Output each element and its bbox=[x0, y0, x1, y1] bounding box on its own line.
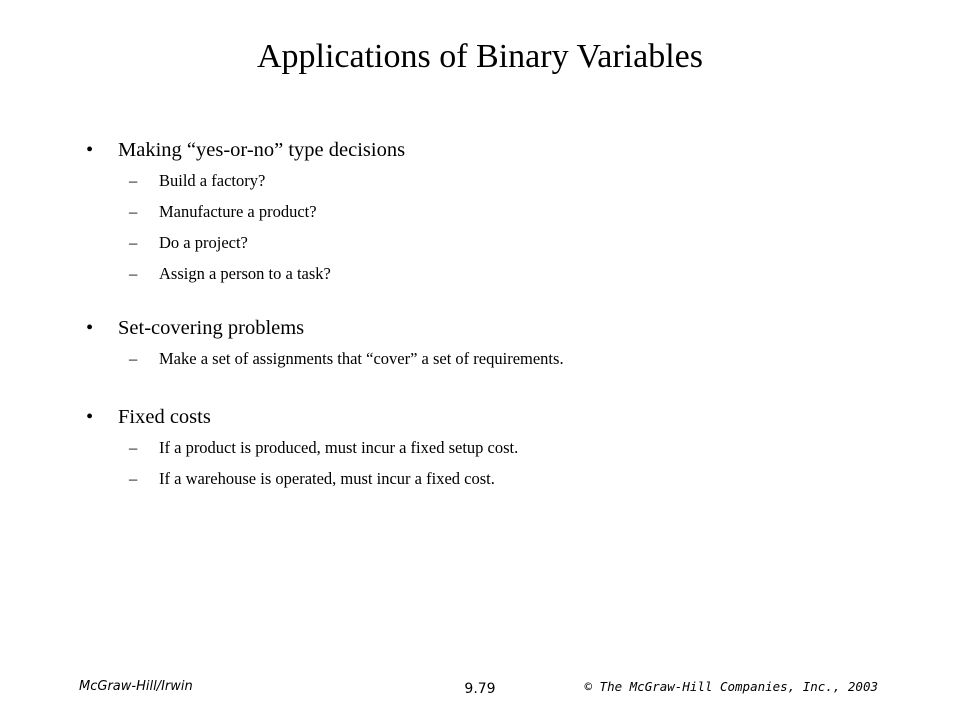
bullet-text: Making “yes-or-no” type decisions bbox=[118, 139, 406, 161]
bullet-text: Set-covering problems bbox=[118, 317, 305, 339]
dash-icon: – bbox=[129, 202, 138, 221]
bullet-icon: • bbox=[86, 406, 94, 428]
dash-icon: – bbox=[129, 233, 138, 252]
sub-item-text: Manufacture a product? bbox=[159, 202, 317, 221]
dash-icon: – bbox=[129, 349, 138, 368]
sub-item-text: Make a set of assignments that “cover” a set of requirements. bbox=[159, 349, 564, 368]
bullet-icon: • bbox=[86, 317, 94, 339]
dash-icon: – bbox=[129, 469, 138, 488]
sub-item-text: Assign a person to a task? bbox=[159, 264, 331, 283]
dash-icon: – bbox=[129, 264, 138, 283]
sub-item-text: If a warehouse is operated, must incur a fixed cost. bbox=[159, 469, 495, 488]
sub-item-text: Build a factory? bbox=[159, 171, 266, 190]
sub-item-text: If a product is produced, must incur a fixed setup cost. bbox=[159, 438, 519, 457]
bullet-text: Fixed costs bbox=[118, 406, 211, 428]
slide-title: Applications of Binary Variables bbox=[256, 38, 703, 75]
sub-item-text: Do a project? bbox=[159, 233, 248, 252]
footer-copyright: © The McGraw-Hill Companies, Inc., 2003 bbox=[584, 679, 878, 694]
dash-icon: – bbox=[129, 171, 138, 190]
dash-icon: – bbox=[129, 438, 138, 457]
footer-publisher: McGraw-Hill/Irwin bbox=[79, 679, 193, 694]
bullet-icon: • bbox=[86, 139, 94, 161]
page-number: 9.79 bbox=[464, 681, 496, 697]
